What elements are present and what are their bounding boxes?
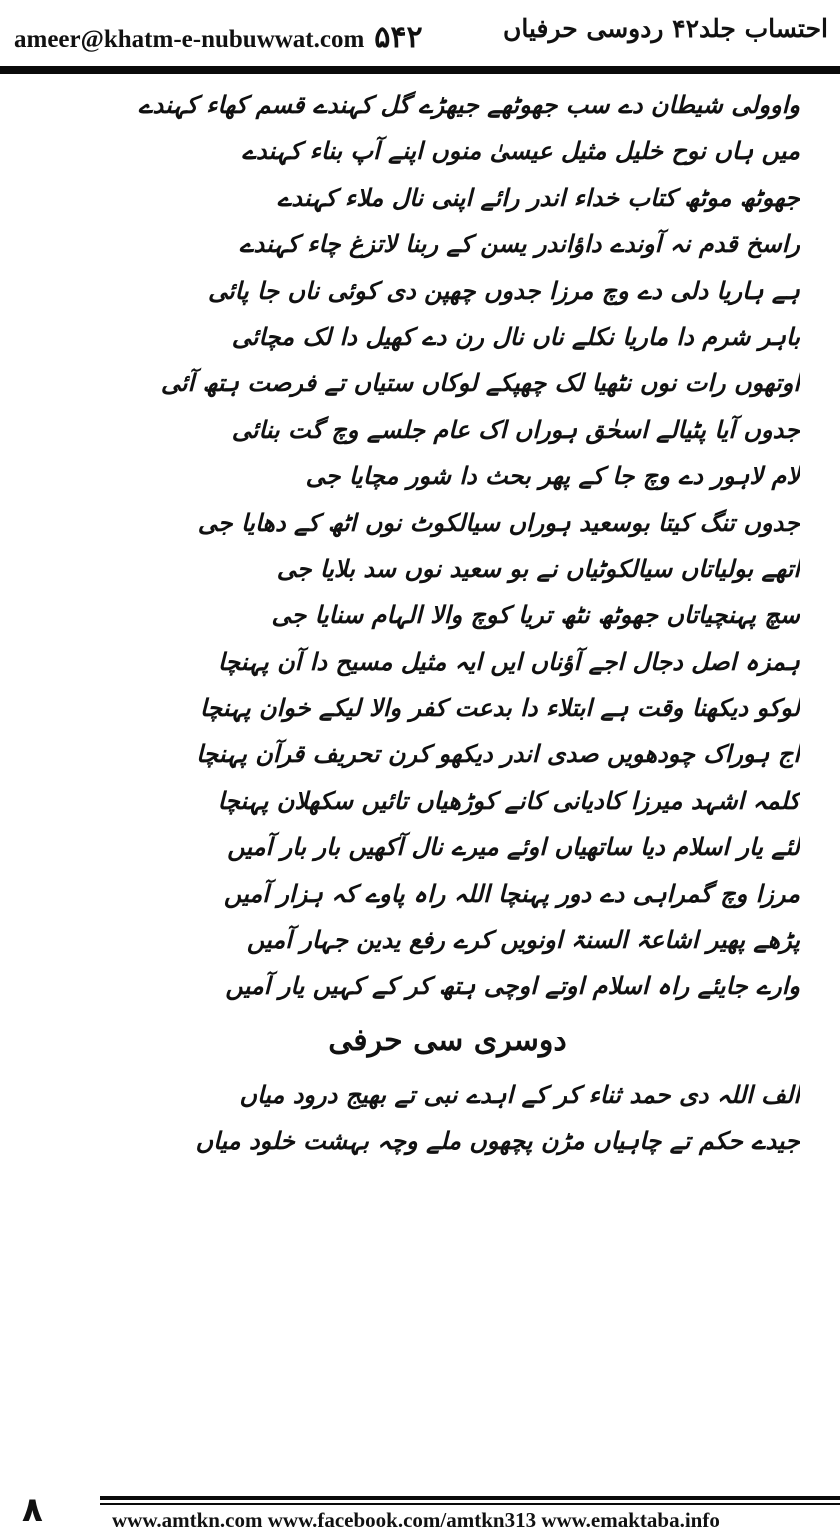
section-heading: دوسری سی حرفی bbox=[328, 1022, 567, 1058]
poem-body bbox=[95, 82, 800, 1165]
verse-line: لئے یار اسلام دیا ساتھیاں اوئے میرے نال آکھیں بار بار آمیں bbox=[227, 832, 800, 862]
verse-line: اتھے بولیاتاں سیالکوٹیاں نے بو سعید نوں سد بلایا جی bbox=[276, 553, 800, 583]
verse-line: پڑھے پھیر اشاعۃ السنۃ اونویں کرے رفع یدین جہار آمیں bbox=[246, 925, 800, 955]
verse-line: ہے ہاریا دلی دے وچ مرزا جدوں چھپن دی کوئی ناں جا پائی bbox=[207, 275, 800, 305]
footer-rule-thin bbox=[100, 1503, 840, 1505]
verse-line: کلمہ اشہد میرزا کادیانی کانے کوڑھیاں تائیں سکھلان پہنچا bbox=[217, 785, 800, 815]
verse-line: الف اللہ دی حمد ثناء کر کے اہدے نبی تے بھیج درود میاں bbox=[239, 1079, 800, 1109]
header-email[interactable]: ameer@khatm-e-nubuwwat.com bbox=[14, 26, 365, 53]
verse-line: سچ پہنچیاتاں جھوٹھ نٹھ تریا کوچ والا الہام سنایا جی bbox=[271, 600, 800, 630]
header-rule bbox=[0, 66, 840, 74]
verse-line: جیدے حکم تے چاہیاں مڑن پچھوں ملے وچہ بہشت خلود میاں bbox=[195, 1126, 800, 1156]
verse-line: ہمزہ اصل دجال اجے آؤناں ایں ایہ مثیل مسیح دا آن پہنچا bbox=[217, 646, 800, 676]
page-header bbox=[0, 0, 840, 66]
verse-line: جھوٹھ موٹھ کتاب خداء اندر رائے اپنی نال ملاء کہندے bbox=[277, 182, 800, 212]
header-title: احتساب جلد۴۲ ردوسی حرفیاں bbox=[502, 14, 828, 43]
verse-line: اوتھوں رات نوں نٹھیا لک چھپکے لوکاں ستیاں تے فرصت ہتھ آئی bbox=[160, 368, 800, 398]
verse-line: واوولی شیطان دے سب جھوٹھے جیھڑے گل کہندے قسم کھاء کہندے bbox=[138, 90, 800, 119]
verse-line: وارے جایئے راہ اسلام اوتے اوچی ہتھ کر کے کہیں یار آمیں bbox=[225, 971, 800, 1001]
page-footer bbox=[0, 1490, 840, 1540]
verse-line: مرزا وچ گمراہی دے دور پہنچا اللہ راہ پاوے کہ ہزار آمیں bbox=[223, 878, 800, 908]
verse-line: لوکو دیکھنا وقت ہے ابتلاء دا بدعت کفر والا لیکے خوان پہنچا bbox=[199, 693, 800, 723]
verse-line: میں ہاں نوح خلیل مثیل عیسیٰ منوں اپنے آپ بناء کہندے bbox=[241, 136, 800, 166]
verse-line: جدوں تنگ کیتا بوسعید ہوراں سیالکوٹ نوں اٹھ کے دھایا جی bbox=[197, 507, 800, 537]
footer-urls[interactable]: www.amtkn.com www.facebook.com/amtkn313 www.emaktaba.info bbox=[112, 1508, 720, 1532]
verse-line: اج ہوراک چودھویں صدی اندر دیکھو کرن تحریف قرآن پہنچا bbox=[196, 739, 800, 769]
verse-line: باہر شرم دا ماریا نکلے ناں نال رن دے کھیل دا لک مچائی bbox=[231, 321, 800, 351]
header-left bbox=[14, 20, 423, 55]
header-page-number: ۵۴۲ bbox=[374, 21, 423, 54]
verse-line: راسخ قدم نہ آوندے داؤاندر یسن کے ربنا لاتزغ چاء کہندے bbox=[239, 229, 800, 259]
verse-line: لام لاہور دے وچ جا کے پھر بحث دا شور مچایا جی bbox=[305, 461, 800, 491]
verse-line: جدوں آیا پٹیالے اسحٰق ہوراں اک عام جلسے وچ گت بنائی bbox=[231, 414, 800, 444]
footer-rule bbox=[100, 1496, 840, 1500]
footer-page-number: ۸ bbox=[22, 1490, 43, 1530]
